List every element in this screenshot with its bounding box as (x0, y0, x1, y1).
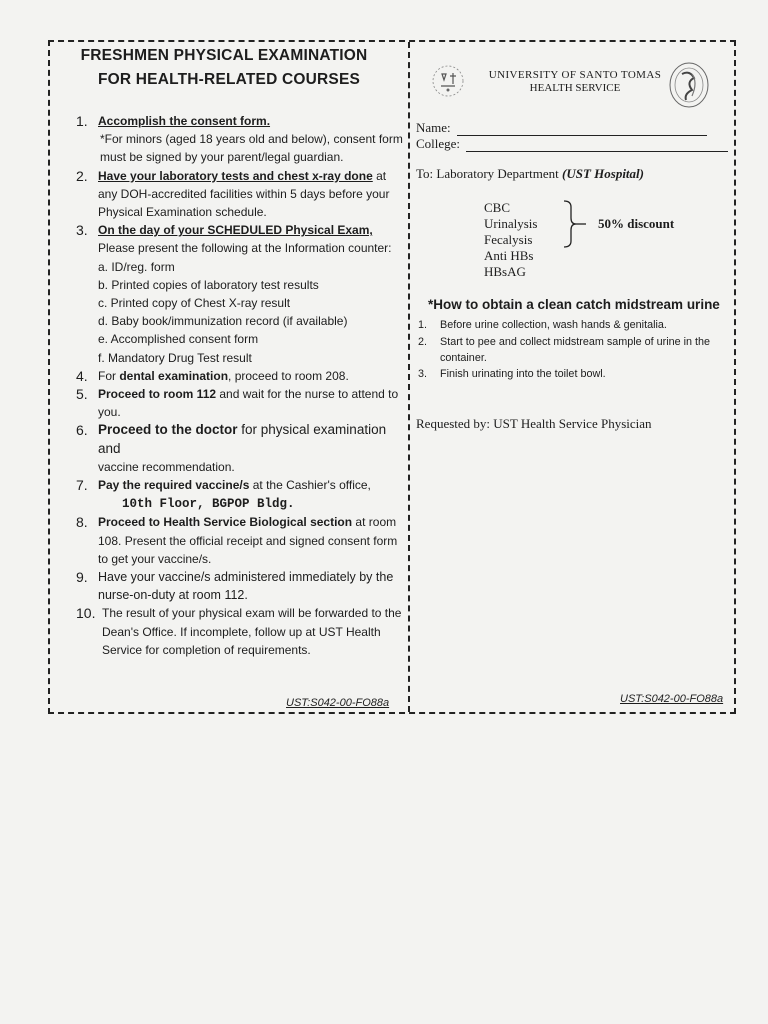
step-2: 2. Have your laboratory tests and chest x-ray done at any DOH-accredited facilities within 5 days before your Physical Examination schedule. (76, 167, 390, 220)
lab-request-panel (410, 42, 736, 712)
list-item: HBsAG (484, 264, 526, 279)
lab-tests-list (484, 200, 537, 280)
list-item: f. Mandatory Drug Test result (98, 350, 252, 365)
step-4: 4. For dental examination, proceed to room 208. (76, 367, 349, 384)
form-code: UST:S042-00-FO88a (286, 697, 390, 709)
list-item: 3. Finish urinating into the toilet bowl. (418, 368, 606, 380)
list-item: b. Printed copies of laboratory test results (98, 277, 319, 292)
step-5: 5. Proceed to room 112 and wait for the nurse to attend to you. (76, 386, 399, 420)
list-item: Fecalysis (484, 232, 533, 247)
list-item: d. Baby book/immunization record (if available) (98, 314, 348, 329)
list-item: a. ID/reg. form (98, 259, 175, 274)
discount-label: 50% discount (598, 216, 675, 231)
step-8: 8. Proceed to Health Service Biological section at room 108. Present the official receipt and signed consent form to get your vaccine/s. (76, 514, 398, 566)
list-item: CBC (484, 200, 511, 215)
form-code: UST:S042-00-FO88a (620, 693, 724, 705)
brace-icon (562, 198, 592, 250)
list-item: e. Accomplished consent form (98, 332, 259, 347)
step-9: 9. Have your vaccine/s administered immediately by the nurse-on-duty at room 112. (76, 569, 394, 603)
urine-instructions-list (418, 317, 734, 383)
instructions-panel (50, 42, 408, 712)
requested-by: Requested by: UST Health Service Physician (416, 416, 652, 431)
university-header: UNIVERSITY OF SANTO TOMAS HEALTH SERVICE (488, 69, 662, 94)
urine-instructions-title: *How to obtain a clean catch midstream urine (428, 297, 720, 312)
step-7: 7. Pay the required vaccine/s at the Cashier's office, 10th Floor, BGPOP Bldg. (76, 477, 371, 512)
step-6: 6. Proceed to the doctor for physical examination and vaccine recommendation. (76, 422, 387, 474)
list-item: Urinalysis (484, 216, 538, 231)
required-documents-list (98, 258, 406, 367)
list-item: 1. Before urine collection, wash hands & genitalia. (418, 319, 667, 331)
step-3: 3. On the day of your SCHEDULED Physical Exam, Please present the following at the Information counter: a. ID/reg. form b. Printed copies of laboratory test results c. Printed copy of Chest X-ray result d. Baby book/immunization record (if available) e. Accomplished consent form f. Mandatory Drug Test result (76, 221, 406, 367)
list-item: Anti HBs (484, 248, 534, 263)
recipient-line: To: Laboratory Department (UST Hospital) (416, 166, 644, 181)
page-title: FRESHMEN PHYSICAL EXAMINATION FOR HEALTH-RELATED COURSES (80, 47, 368, 88)
ust-crest-icon (428, 64, 468, 98)
step-1: 1. Accomplish the consent form. *For minors (aged 18 years old and below), consent form must be signed by your parent/legal guardian. (76, 112, 406, 167)
cashier-location: 10th Floor, BGPOP Bldg. (122, 497, 295, 512)
steps-list (76, 112, 406, 659)
list-item: 2. Start to pee and collect midstream sample of urine in the container. (418, 336, 711, 364)
name-field[interactable]: Name: (416, 120, 707, 136)
step-10: 10. The result of your physical exam will be forwarded to the Dean's Office. If incomplete, follow up at UST Health Service for completion of requirements. (76, 605, 402, 657)
exam-form-sheet (48, 40, 736, 714)
college-field[interactable]: College: (416, 136, 728, 152)
step-1-note: *For minors (aged 18 years old and below), consent form must be signed by your parent/legal guardian. (100, 132, 403, 165)
health-service-seal-icon (666, 60, 712, 110)
list-item: c. Printed copy of Chest X-ray result (98, 296, 291, 311)
